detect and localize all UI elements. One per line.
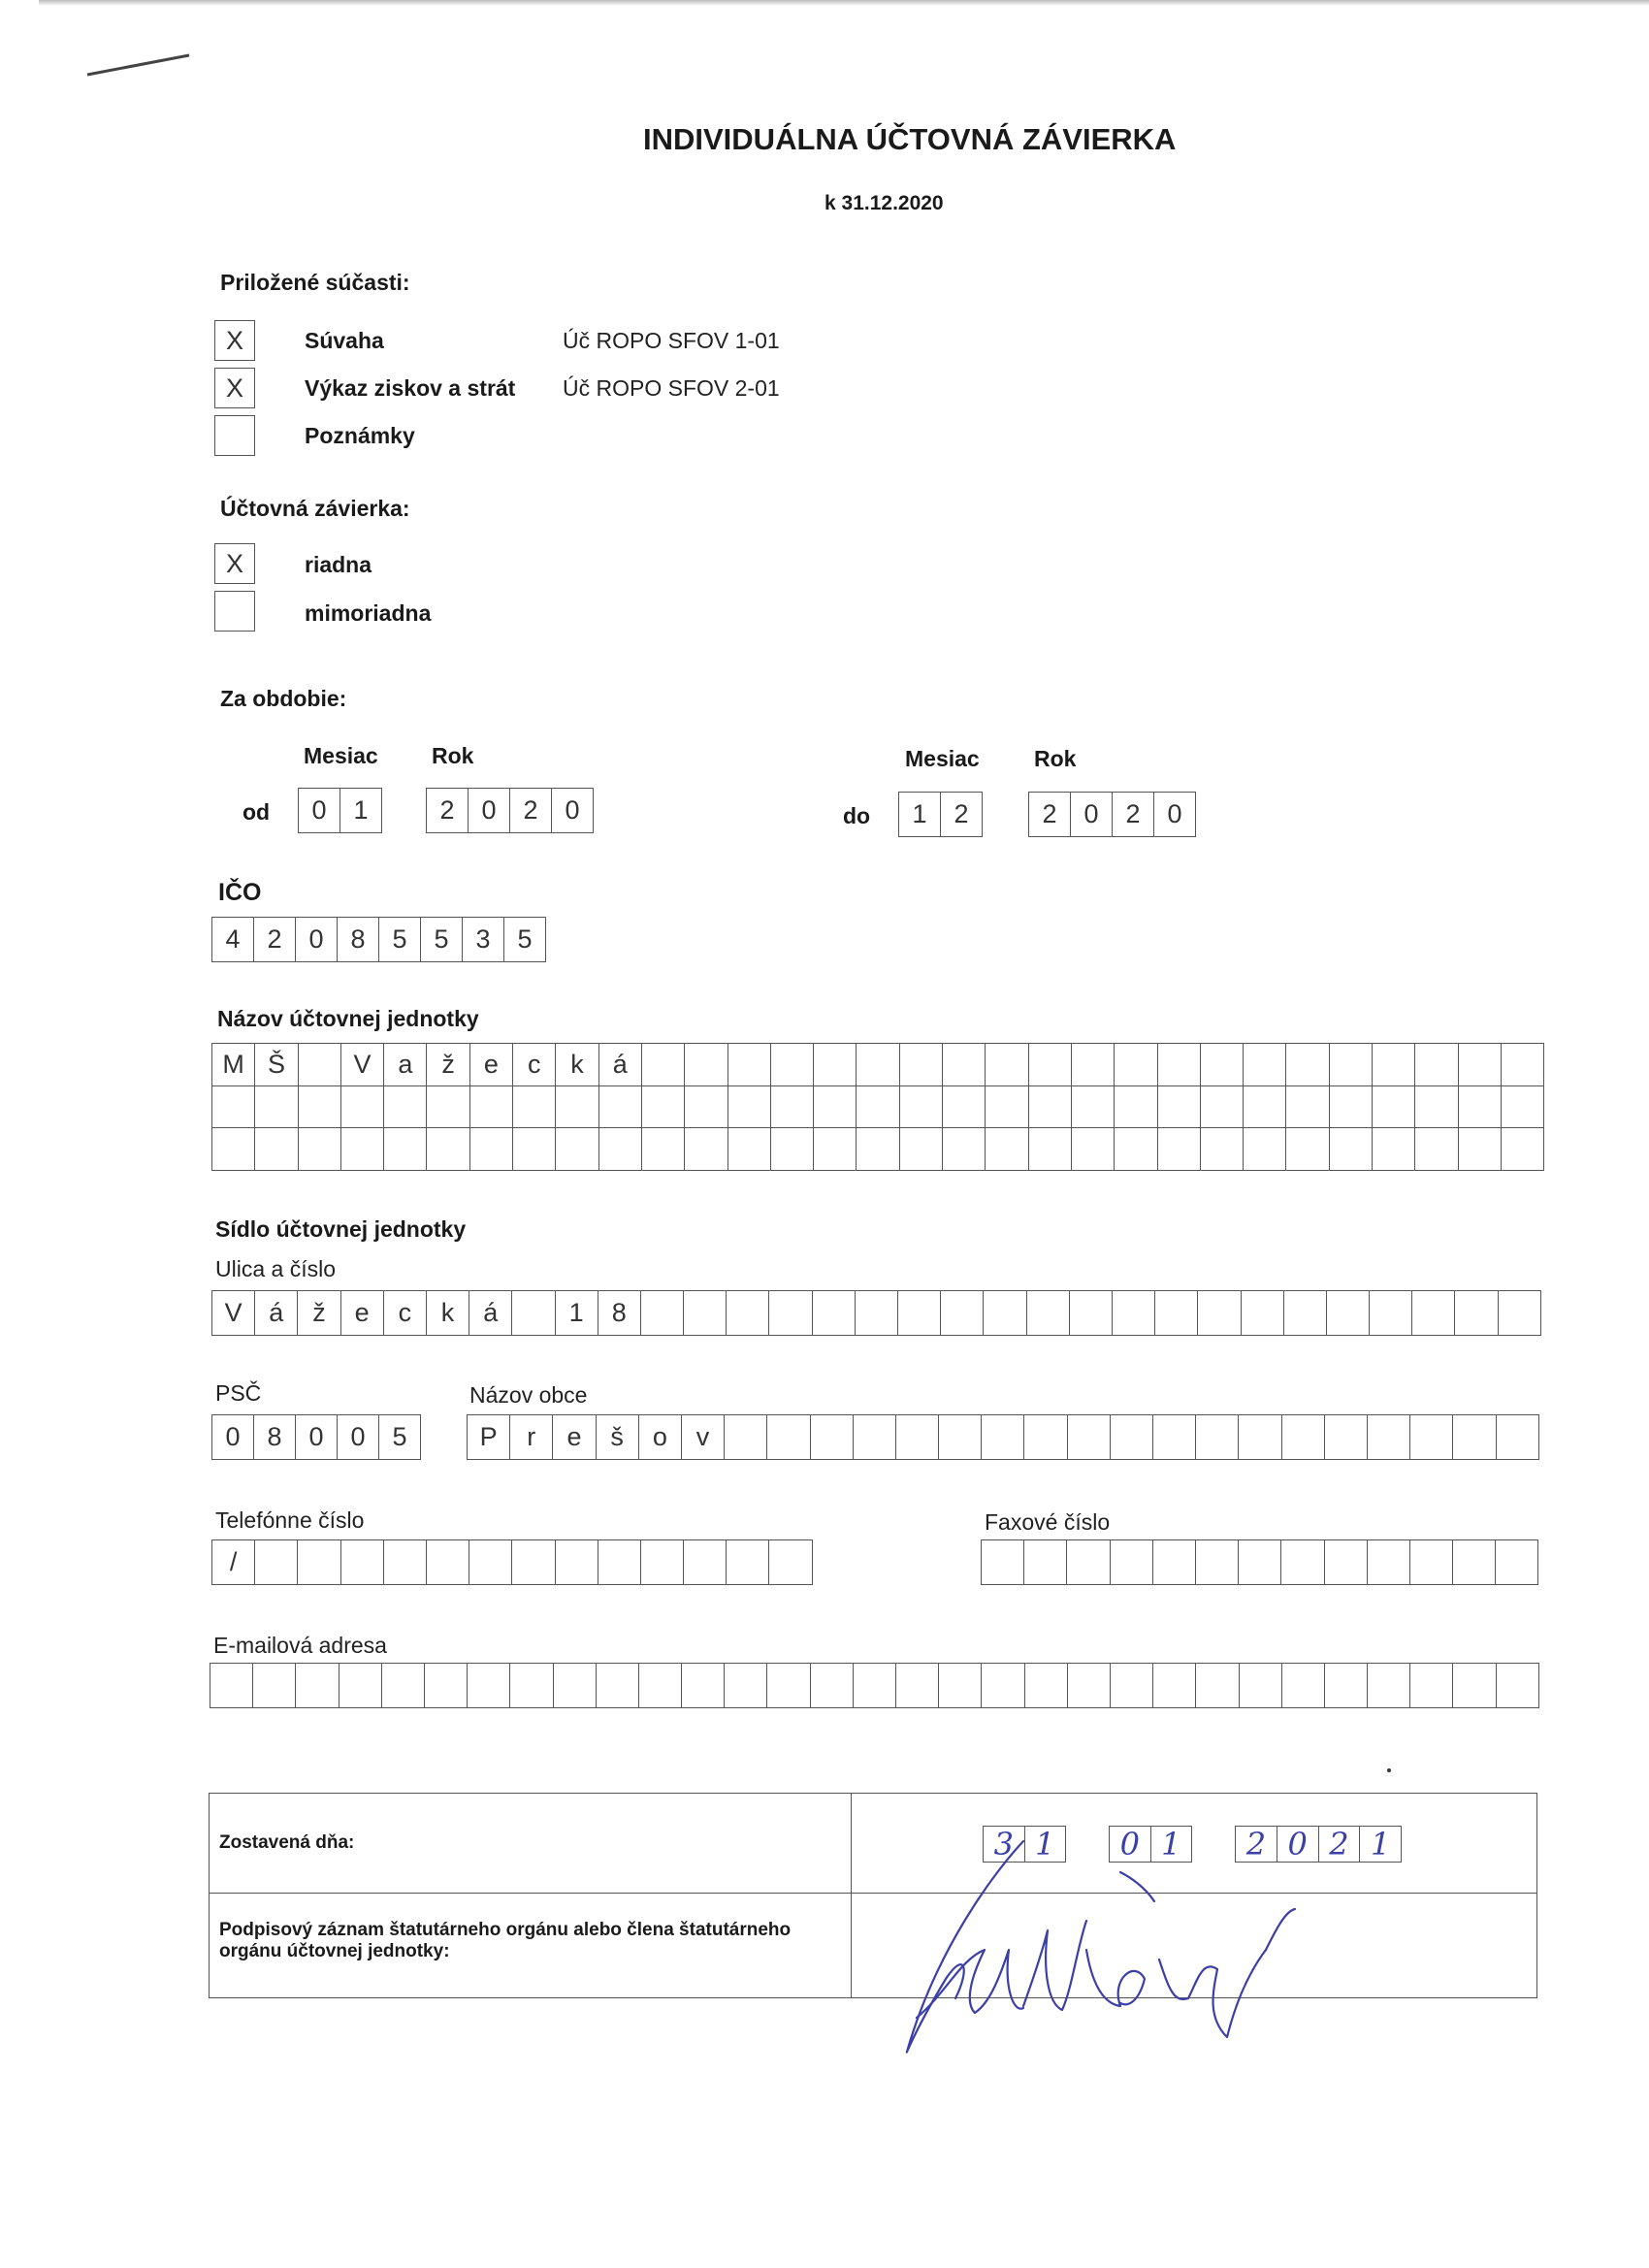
char-cell: V (212, 1290, 255, 1336)
char-cell (896, 1414, 939, 1460)
char-cell (1412, 1290, 1455, 1336)
char-cell (1029, 1128, 1072, 1171)
char-cell (1201, 1128, 1244, 1171)
char-cell (427, 1086, 469, 1129)
compiled-date-label: Zostavená dňa: (219, 1832, 355, 1853)
char-cell (1497, 1414, 1539, 1460)
char-cell (982, 1663, 1024, 1708)
digit-cell: 1 (1359, 1827, 1401, 1862)
char-cell: á (255, 1290, 298, 1336)
char-cell: o (639, 1414, 682, 1460)
char-cell (468, 1663, 510, 1708)
char-cell (771, 1086, 814, 1129)
char-cell (1158, 1086, 1201, 1129)
char-cell (1239, 1539, 1281, 1585)
char-cell (1410, 1663, 1453, 1708)
to-label: do (843, 803, 871, 828)
char-cell (341, 1086, 384, 1129)
fax-field[interactable] (981, 1539, 1538, 1585)
char-cell: á (599, 1044, 642, 1086)
char-cell (556, 1128, 598, 1171)
char-cell (769, 1290, 812, 1336)
char-cell (814, 1128, 857, 1171)
char-cell (382, 1663, 425, 1708)
char-cell (1286, 1044, 1329, 1086)
char-cell (1068, 1414, 1111, 1460)
char-cell (685, 1086, 728, 1129)
char-cell: r (510, 1414, 553, 1460)
char-cell (1286, 1086, 1329, 1129)
digit-cell: 2 (1113, 792, 1154, 837)
city-label: Názov obce (469, 1382, 588, 1408)
char-cell (1368, 1539, 1410, 1585)
char-cell (1373, 1128, 1415, 1171)
char-cell (1286, 1128, 1329, 1171)
pen-mark (82, 44, 199, 82)
char-cell (900, 1128, 943, 1171)
char-cell (1244, 1086, 1286, 1129)
char-cell (212, 1086, 255, 1129)
char-cell (641, 1539, 684, 1585)
char-cell (1196, 1414, 1239, 1460)
char-cell: 1 (556, 1290, 598, 1336)
char-cell (384, 1128, 427, 1171)
char-cell: v (682, 1414, 725, 1460)
code-vykaz: Úč ROPO SFOV 2-01 (563, 375, 780, 401)
char-cell (1415, 1086, 1458, 1129)
char-cell (1282, 1414, 1325, 1460)
char-cell (556, 1086, 598, 1129)
char-cell (854, 1414, 896, 1460)
digit-cell: 0 (338, 1414, 379, 1460)
char-cell (684, 1290, 727, 1336)
char-cell (1158, 1128, 1201, 1171)
char-cell (1072, 1086, 1115, 1129)
char-cell (814, 1044, 857, 1086)
signature-label: Podpisový záznam štatutárneho orgánu alebo člena štatutárneho orgánu účtovnej jednotky: (219, 1920, 792, 1961)
char-cell: š (597, 1414, 639, 1460)
top-edge-shadow (39, 0, 1649, 6)
char-cell: a (384, 1044, 427, 1086)
digit-cell: 0 (296, 1414, 338, 1460)
char-cell (296, 1663, 339, 1708)
char-cell (1410, 1414, 1453, 1460)
char-cell (299, 1086, 341, 1129)
char-cell (1330, 1086, 1373, 1129)
digit-cell: 8 (254, 1414, 296, 1460)
char-cell (1502, 1086, 1544, 1129)
char-cell: P (468, 1414, 510, 1460)
label-riadna: riadna (305, 552, 372, 577)
char-cell (599, 1086, 642, 1129)
to-month-label: Mesiac (905, 746, 980, 771)
digit-cell: 2 (254, 917, 296, 962)
char-cell (900, 1086, 943, 1129)
phone-field[interactable] (211, 1539, 813, 1585)
char-cell (1502, 1128, 1544, 1171)
char-cell (1415, 1044, 1458, 1086)
phone-label: Telefónne číslo (215, 1507, 365, 1533)
char-cell (1459, 1044, 1502, 1086)
entity-name-label: Názov účtovnej jednotky (217, 1006, 479, 1031)
char-cell: e (341, 1290, 384, 1336)
char-cell (771, 1044, 814, 1086)
char-cell (1282, 1663, 1325, 1708)
char-cell: c (513, 1044, 556, 1086)
char-cell (299, 1128, 341, 1171)
char-cell (1330, 1128, 1373, 1171)
char-cell (298, 1539, 340, 1585)
digit-cell: 0 (1119, 1826, 1140, 1863)
char-cell (814, 1086, 857, 1129)
document-date: k 31.12.2020 (824, 192, 944, 214)
char-cell (1113, 1290, 1155, 1336)
digit-cell: 0 (552, 788, 594, 833)
char-cell (341, 1128, 384, 1171)
char-cell (767, 1414, 810, 1460)
document-title: INDIVIDUÁLNA ÚČTOVNÁ ZÁVIERKA (643, 122, 1177, 156)
char-cell (1196, 1663, 1239, 1708)
code-suvaha: Úč ROPO SFOV 1-01 (563, 328, 780, 353)
char-cell (941, 1290, 984, 1336)
char-cell (811, 1663, 854, 1708)
digit-cell: 5 (504, 917, 546, 962)
char-cell (469, 1539, 512, 1585)
digit-cell: 5 (379, 1414, 421, 1460)
char-cell (769, 1539, 812, 1585)
char-cell (813, 1290, 856, 1336)
char-cell (427, 1128, 469, 1171)
char-cell (1158, 1044, 1201, 1086)
char-cell (727, 1539, 769, 1585)
label-mimoriadna: mimoriadna (305, 600, 432, 626)
char-cell (341, 1539, 384, 1585)
checkbox-poznamky[interactable] (214, 415, 255, 456)
street-label: Ulica a číslo (215, 1256, 336, 1281)
char-cell (1201, 1086, 1244, 1129)
char-cell (255, 1086, 298, 1129)
fax-label: Faxové číslo (985, 1509, 1111, 1535)
digit-cell: 0 (1277, 1827, 1318, 1862)
digit-cell: 2 (1029, 792, 1071, 837)
from-month-label: Mesiac (304, 743, 378, 768)
char-cell (856, 1290, 898, 1336)
char-cell (939, 1414, 982, 1460)
char-cell (982, 1539, 1024, 1585)
digit-cell: 2 (941, 792, 983, 837)
char-cell (1153, 1663, 1196, 1708)
from-label: od (242, 799, 271, 825)
char-cell (425, 1663, 468, 1708)
speck (1387, 1768, 1391, 1772)
char-cell (986, 1044, 1028, 1086)
char-cell (685, 1044, 728, 1086)
char-cell (598, 1539, 641, 1585)
checkbox-mimoriadna[interactable] (214, 591, 255, 632)
char-cell (253, 1663, 296, 1708)
char-cell (384, 1539, 427, 1585)
ico-label: IČO (218, 879, 262, 906)
char-cell (986, 1086, 1028, 1129)
char-cell (1068, 1663, 1111, 1708)
char-cell: Š (255, 1044, 298, 1086)
char-cell (986, 1128, 1028, 1171)
char-cell (1325, 1539, 1368, 1585)
city-field[interactable] (467, 1414, 1539, 1460)
email-label: E-mailová adresa (213, 1633, 387, 1658)
char-cell (1111, 1539, 1153, 1585)
digit-cell: 4 (212, 917, 254, 962)
char-cell: e (470, 1044, 513, 1086)
digit-cell: 2 (1245, 1826, 1267, 1863)
char-cell (1153, 1414, 1196, 1460)
char-cell (854, 1663, 896, 1708)
digit-cell: 0 (212, 1414, 254, 1460)
char-cell (1027, 1290, 1070, 1336)
char-cell (299, 1044, 341, 1086)
char-cell (1072, 1044, 1115, 1086)
char-cell (811, 1414, 854, 1460)
entity-name-field[interactable] (211, 1043, 1544, 1171)
char-cell (599, 1128, 642, 1171)
char-cell (857, 1086, 899, 1129)
char-cell: k (427, 1290, 469, 1336)
char-cell (1373, 1086, 1415, 1129)
label-poznamky: Poznámky (305, 423, 415, 448)
char-cell (1455, 1290, 1498, 1336)
char-cell (1070, 1290, 1113, 1336)
digit-cell: 5 (379, 917, 421, 962)
char-cell (639, 1663, 682, 1708)
char-cell: k (556, 1044, 598, 1086)
digit-cell: 2 (510, 788, 552, 833)
from-month-field[interactable] (298, 788, 382, 833)
char-cell (1242, 1290, 1284, 1336)
char-cell (771, 1128, 814, 1171)
char-cell (470, 1128, 513, 1171)
char-cell (682, 1663, 725, 1708)
char-cell: M (212, 1044, 255, 1086)
char-cell (728, 1086, 771, 1129)
checkbox-suvaha[interactable]: X (214, 320, 255, 361)
char-cell: c (384, 1290, 427, 1336)
char-cell (857, 1128, 899, 1171)
char-cell (641, 1290, 684, 1336)
char-cell (1024, 1539, 1067, 1585)
char-cell: / (212, 1539, 255, 1585)
char-cell: á (469, 1290, 512, 1336)
char-cell: V (341, 1044, 384, 1086)
char-cell (255, 1128, 298, 1171)
char-cell (1244, 1128, 1286, 1171)
char-cell (1115, 1128, 1157, 1171)
digit-cell: 1 (1024, 1827, 1066, 1862)
char-cell (1115, 1086, 1157, 1129)
char-cell (642, 1044, 685, 1086)
char-cell (384, 1086, 427, 1129)
char-cell (1459, 1128, 1502, 1171)
char-cell (939, 1663, 982, 1708)
digit-cell: 2 (1318, 1827, 1360, 1862)
label-vykaz: Výkaz ziskov a strát (305, 375, 516, 401)
char-cell (1115, 1044, 1157, 1086)
digit-cell: 8 (338, 917, 379, 962)
char-cell (1155, 1290, 1198, 1336)
char-cell (1453, 1539, 1496, 1585)
digit-cell: 0 (469, 788, 510, 833)
char-cell (1368, 1663, 1410, 1708)
char-cell (1067, 1539, 1110, 1585)
char-cell (556, 1539, 598, 1585)
char-cell (1330, 1044, 1373, 1086)
char-cell (684, 1539, 727, 1585)
char-cell (1497, 1663, 1539, 1708)
char-cell (1325, 1414, 1368, 1460)
char-cell (898, 1290, 941, 1336)
char-cell (984, 1290, 1026, 1336)
char-cell (767, 1663, 810, 1708)
checkbox-riadna[interactable]: X (214, 543, 255, 584)
char-cell (728, 1044, 771, 1086)
char-cell (1111, 1414, 1153, 1460)
char-cell (857, 1044, 899, 1086)
handwritten-signature (878, 1833, 1382, 2066)
char-cell (1029, 1086, 1072, 1129)
ico-field[interactable] (211, 917, 546, 962)
char-cell (1239, 1414, 1281, 1460)
char-cell (1496, 1539, 1538, 1585)
char-cell (1453, 1414, 1496, 1460)
char-cell (1415, 1128, 1458, 1171)
digit-cell: 0 (296, 917, 338, 962)
char-cell: 8 (598, 1290, 641, 1336)
char-cell (1201, 1044, 1244, 1086)
char-cell (727, 1290, 769, 1336)
digit-cell: 5 (421, 917, 463, 962)
char-cell (513, 1128, 556, 1171)
digit-cell: 1 (899, 792, 941, 837)
char-cell (427, 1539, 469, 1585)
char-cell (1153, 1539, 1196, 1585)
char-cell (642, 1128, 685, 1171)
char-cell (212, 1128, 255, 1171)
digit-cell: 0 (1154, 792, 1196, 837)
char-cell (1502, 1044, 1544, 1086)
char-cell: ž (427, 1044, 469, 1086)
char-cell (728, 1128, 771, 1171)
char-cell (1284, 1290, 1327, 1336)
from-year-field[interactable] (426, 788, 594, 833)
checkbox-vykaz[interactable]: X (214, 368, 255, 408)
digit-cell: 3 (463, 917, 504, 962)
to-year-label: Rok (1034, 746, 1077, 771)
label-suvaha: Súvaha (305, 328, 384, 353)
char-cell (1281, 1539, 1324, 1585)
char-cell (1370, 1290, 1412, 1336)
char-cell (1453, 1663, 1496, 1708)
char-cell: e (553, 1414, 596, 1460)
email-field[interactable] (210, 1663, 1539, 1708)
char-cell (1410, 1539, 1453, 1585)
digit-cell: 1 (340, 788, 382, 833)
char-cell (1240, 1663, 1282, 1708)
char-cell (255, 1539, 298, 1585)
char-cell: ž (298, 1290, 340, 1336)
period-heading: Za obdobie: (220, 686, 347, 711)
char-cell (512, 1539, 555, 1585)
char-cell (210, 1663, 253, 1708)
char-cell (900, 1044, 943, 1086)
char-cell (943, 1044, 986, 1086)
char-cell (1459, 1086, 1502, 1129)
char-cell (1024, 1414, 1067, 1460)
digit-cell: 0 (1071, 792, 1113, 837)
char-cell (1029, 1044, 1072, 1086)
char-cell (554, 1663, 597, 1708)
from-year-label: Rok (432, 743, 474, 768)
char-cell (943, 1086, 986, 1129)
char-cell (1368, 1414, 1410, 1460)
char-cell (1196, 1539, 1239, 1585)
char-cell (1499, 1290, 1541, 1336)
char-cell (470, 1086, 513, 1129)
digit-cell: 2 (427, 788, 469, 833)
digit-cell: 3 (993, 1826, 1014, 1863)
to-month-field[interactable] (898, 792, 983, 837)
char-cell (1198, 1290, 1241, 1336)
char-cell (1373, 1044, 1415, 1086)
char-cell (685, 1128, 728, 1171)
address-heading: Sídlo účtovnej jednotky (215, 1216, 467, 1242)
char-cell (1325, 1663, 1368, 1708)
char-cell (1244, 1044, 1286, 1086)
char-cell (510, 1663, 553, 1708)
char-cell (512, 1290, 555, 1336)
char-cell (597, 1663, 639, 1708)
psc-label: PSČ (215, 1380, 262, 1406)
char-cell (1025, 1663, 1068, 1708)
digit-cell: 1 (1150, 1827, 1192, 1862)
attachments-heading: Priložené súčasti: (220, 270, 410, 295)
char-cell (340, 1663, 382, 1708)
char-cell (943, 1128, 986, 1171)
psc-field[interactable] (211, 1414, 421, 1460)
char-cell (1111, 1663, 1153, 1708)
to-year-field[interactable] (1028, 792, 1196, 837)
char-cell (896, 1663, 939, 1708)
char-cell (982, 1414, 1024, 1460)
char-cell (513, 1086, 556, 1129)
closing-type-heading: Účtovná závierka: (220, 496, 410, 521)
digit-cell: 0 (299, 788, 340, 833)
char-cell (1072, 1128, 1115, 1171)
char-cell (1327, 1290, 1370, 1336)
char-cell (642, 1086, 685, 1129)
street-field[interactable] (211, 1290, 1541, 1336)
char-cell (725, 1663, 767, 1708)
char-cell (725, 1414, 767, 1460)
